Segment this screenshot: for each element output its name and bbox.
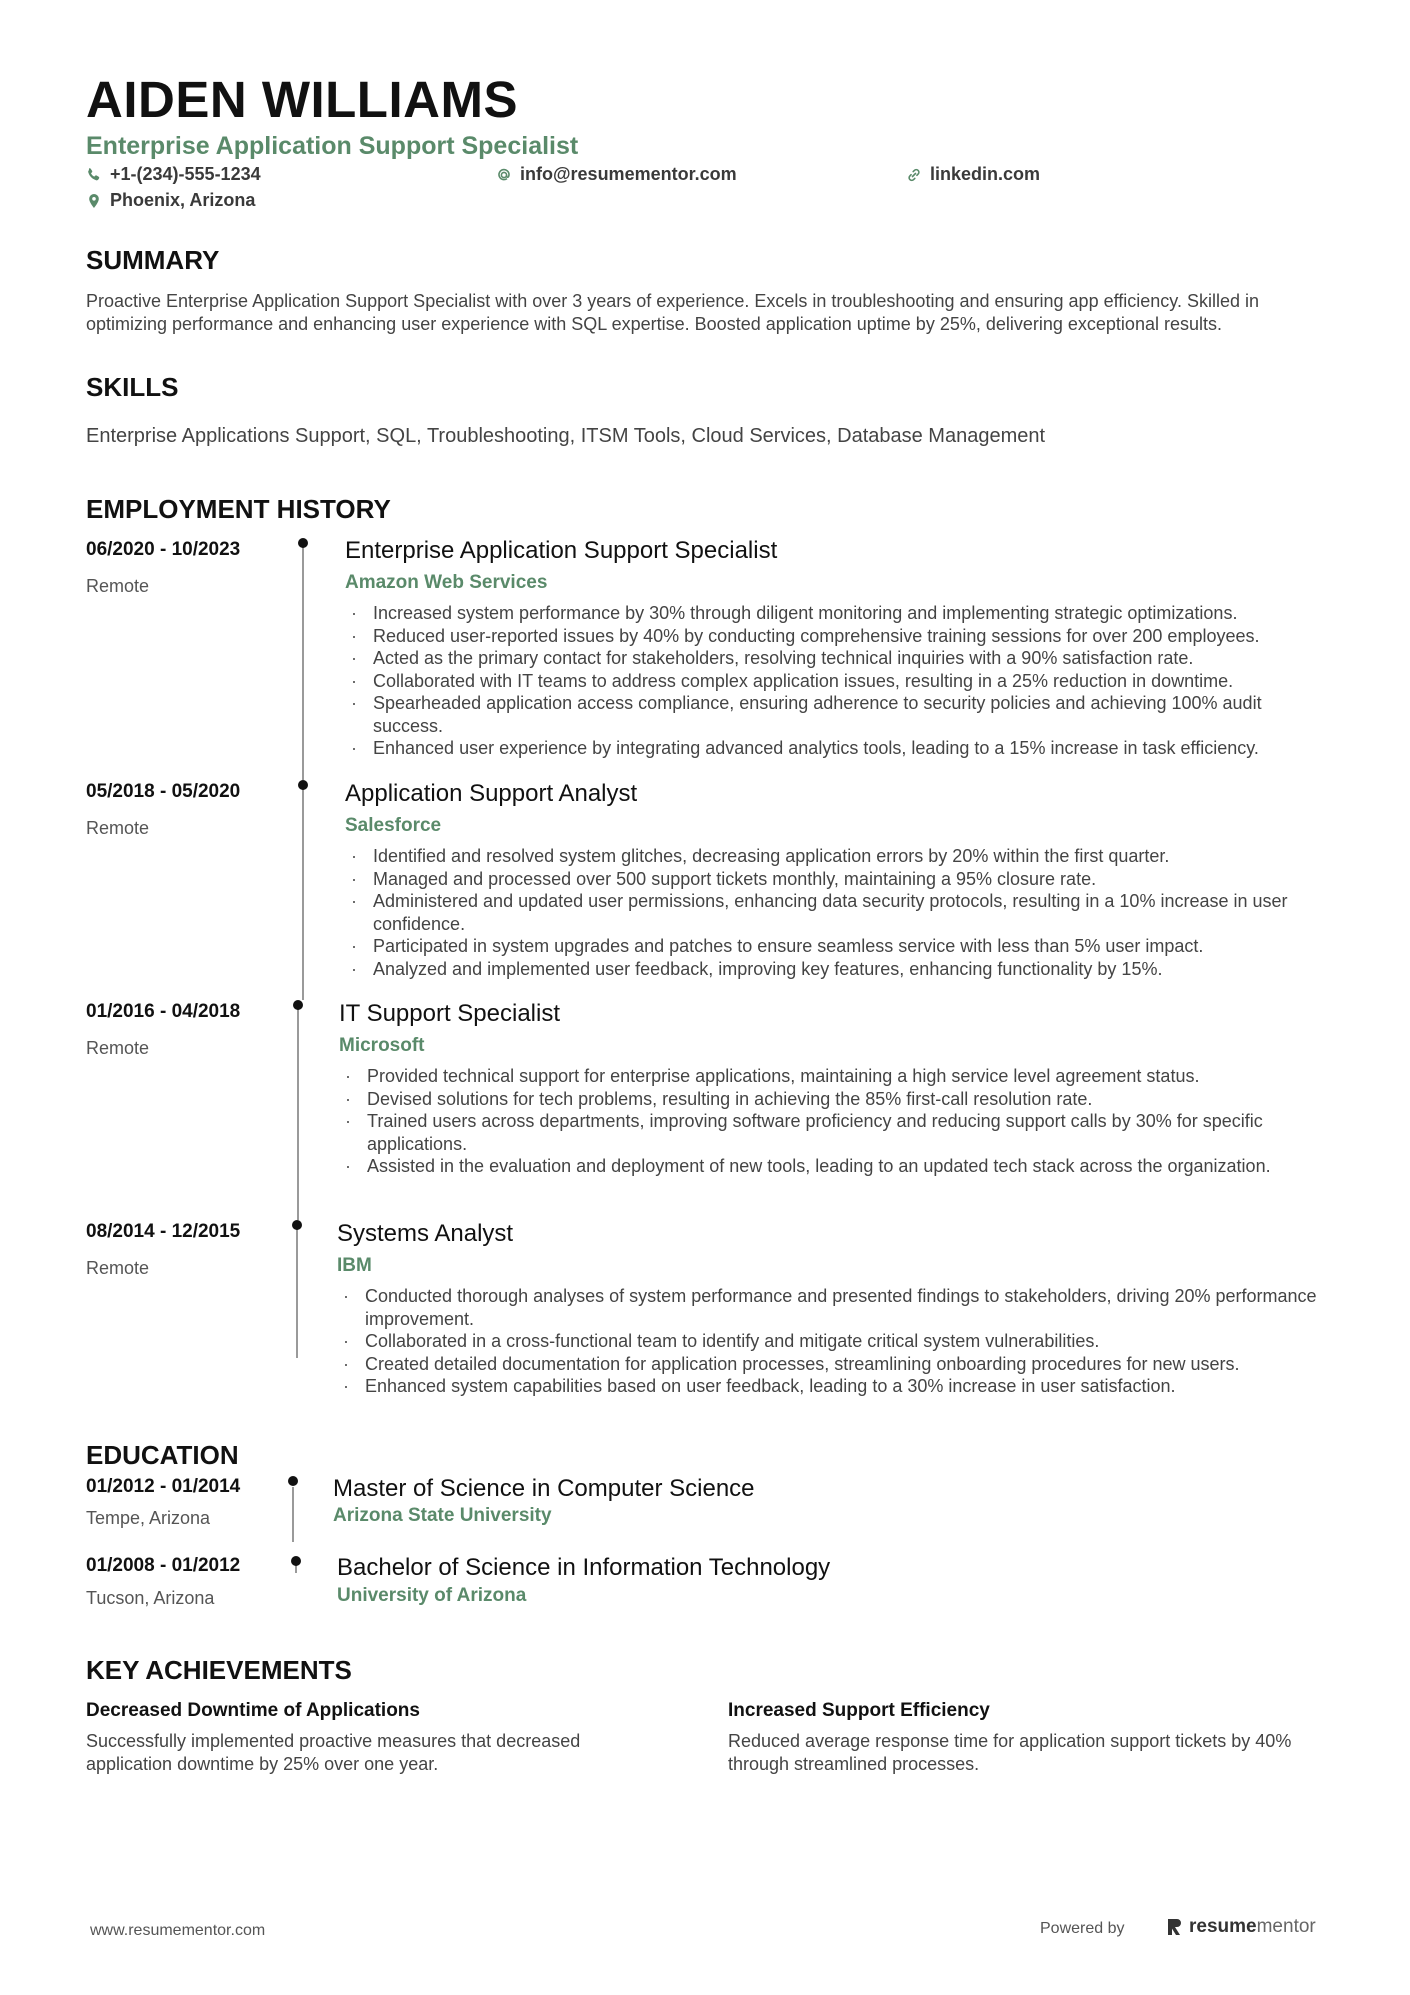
job-company: Amazon Web Services <box>345 572 548 593</box>
link-icon <box>906 167 922 183</box>
bullet-item: · Acted as the primary contact for stakeholders, resolving technical inquiries with a 90% satisfaction rate. <box>345 647 1335 670</box>
bullet-item: · Created detailed documentation for application processes, streamlining onboarding procedures for new users. <box>337 1353 1327 1376</box>
bullet-item: · Spearheaded application access compliance, ensuring adherence to security policies and achieving 100% audit success. <box>345 692 1335 737</box>
degree-title: Bachelor of Science in Information Technology <box>337 1554 831 1581</box>
linkedin-text: linkedin.com <box>930 164 1041 184</box>
bullet-item: · Enhanced user experience by integrating advanced analytics tools, leading to a 15% increase in task efficiency. <box>345 737 1335 760</box>
bullet-item: · Identified and resolved system glitches, decreasing application errors by 20% within the first quarter. <box>345 845 1335 868</box>
contact-email[interactable] <box>496 164 737 185</box>
summary-text: Proactive Enterprise Application Support Specialist with over 3 years of experience. Excels in troubleshooting and ensuring app efficiency. Skilled in optimizing performance and enhancing user experience with SQL expertise. Boosted application uptime by 25%, delivering exceptional results. <box>86 291 1259 334</box>
location-text: Phoenix, Arizona <box>110 190 256 210</box>
timeline-dot <box>288 1476 298 1486</box>
education-location: Tucson, Arizona <box>86 1588 215 1608</box>
bullet-item: · Collaborated in a cross-functional team to identify and mitigate critical system vulnerabilities. <box>337 1330 1327 1353</box>
job-location: Remote <box>86 1038 150 1058</box>
at-sign-icon <box>496 167 512 183</box>
education-dates: 01/2012 - 01/2014 <box>86 1476 241 1497</box>
job-dates: 08/2014 - 12/2015 <box>86 1221 241 1242</box>
summary-heading: SUMMARY <box>86 245 220 275</box>
bullet-item: · Analyzed and implemented user feedback, improving key features, enhancing functionality by 15%. <box>345 958 1335 981</box>
bullet-item: · Trained users across departments, improving software proficiency and reducing support calls by 30% for specific applications. <box>339 1110 1299 1155</box>
timeline-line <box>302 786 304 1000</box>
job-title: IT Support Specialist <box>339 1000 561 1027</box>
timeline-dot <box>298 780 308 790</box>
skills-heading: SKILLS <box>86 372 179 402</box>
powered-by-label: Powered by <box>1040 1920 1125 1937</box>
bullet-item: · Devised solutions for tech problems, resulting in achieving the 85% first-call resolution rate. <box>339 1088 1299 1111</box>
bullet-item: · Provided technical support for enterprise applications, maintaining a high service level agreement status. <box>339 1065 1299 1088</box>
job-location: Remote <box>86 576 150 596</box>
achievement-text: Successfully implemented proactive measures that decreased application downtime by 25% over one year. <box>86 1731 581 1774</box>
resumementor-logo-icon <box>1165 1917 1183 1937</box>
achievements-heading: KEY ACHIEVEMENTS <box>86 1655 352 1685</box>
timeline-dot <box>291 1556 301 1566</box>
contact-phone[interactable] <box>86 164 261 185</box>
school-name: Arizona State University <box>333 1505 552 1526</box>
timeline-line <box>297 1006 299 1220</box>
job-dates: 06/2020 - 10/2023 <box>86 539 241 560</box>
contact-location <box>86 190 255 211</box>
job-title: Systems Analyst <box>337 1220 514 1247</box>
brand-light: mentor <box>1256 1916 1316 1937</box>
achievement-text: Reduced average response time for application support tickets by 40% through streamlined processes. <box>728 1731 1292 1774</box>
job-bullets <box>339 1065 1299 1178</box>
phone-text: +1-(234)-555-1234 <box>110 164 261 184</box>
timeline-line <box>292 1487 294 1542</box>
bullet-item: · Enhanced system capabilities based on user feedback, leading to a 30% increase in user satisfaction. <box>337 1375 1327 1398</box>
candidate-title: Enterprise Application Support Specialist <box>86 132 579 160</box>
email-text: info@resumementor.com <box>520 164 737 184</box>
degree-title: Master of Science in Computer Science <box>333 1475 755 1502</box>
bullet-item: · Reduced user-reported issues by 40% by conducting comprehensive training sessions for over 200 employees. <box>345 625 1335 648</box>
bullet-item: · Managed and processed over 500 support tickets monthly, maintaining a 95% closure rate. <box>345 868 1335 891</box>
job-company: IBM <box>337 1255 372 1276</box>
job-bullets <box>345 602 1335 760</box>
timeline-dot <box>292 1220 302 1230</box>
bullet-item: · Participated in system upgrades and patches to ensure seamless service with less than 5% user impact. <box>345 935 1335 958</box>
job-location: Remote <box>86 1258 150 1278</box>
achievement-title: Decreased Downtime of Applications <box>86 1700 420 1721</box>
bullet-item: · Increased system performance by 30% through diligent monitoring and implementing strategic optimizations. <box>345 602 1335 625</box>
achievement-title: Increased Support Efficiency <box>728 1700 990 1721</box>
skills-text: Enterprise Applications Support, SQL, Troubleshooting, ITSM Tools, Cloud Services, Database Management <box>86 425 1046 447</box>
education-location: Tempe, Arizona <box>86 1508 211 1528</box>
timeline-line <box>295 1565 297 1573</box>
location-pin-icon <box>86 193 102 209</box>
job-bullets <box>337 1285 1327 1398</box>
bullet-item: · Assisted in the evaluation and deployment of new tools, leading to an updated tech stack across the organization. <box>339 1155 1299 1178</box>
education-dates: 01/2008 - 01/2012 <box>86 1555 241 1576</box>
bullet-item: · Administered and updated user permissions, enhancing data security protocols, resulting in a 10% increase in user confidence. <box>345 890 1335 935</box>
contact-linkedin[interactable] <box>906 164 1040 185</box>
employment-heading: EMPLOYMENT HISTORY <box>86 494 391 524</box>
brand-bold: resume <box>1189 1916 1257 1937</box>
job-company: Salesforce <box>345 815 442 836</box>
job-location: Remote <box>86 818 150 838</box>
footer-url[interactable]: www.resumementor.com <box>90 1922 266 1939</box>
job-company: Microsoft <box>339 1035 425 1056</box>
bullet-item: · Conducted thorough analyses of system performance and presented findings to stakeholders, driving 20% performance improvement. <box>337 1285 1327 1330</box>
phone-icon <box>86 167 102 183</box>
education-heading: EDUCATION <box>86 1440 239 1470</box>
timeline-dot <box>293 1000 303 1010</box>
job-title: Application Support Analyst <box>345 780 638 807</box>
job-dates: 01/2016 - 04/2018 <box>86 1001 241 1022</box>
job-dates: 05/2018 - 05/2020 <box>86 781 241 802</box>
job-bullets <box>345 845 1335 980</box>
timeline-line <box>302 545 304 780</box>
bullet-item: · Collaborated with IT teams to address complex application issues, resulting in a 25% reduction in downtime. <box>345 670 1335 693</box>
candidate-name: AIDEN WILLIAMS <box>86 71 518 128</box>
school-name: University of Arizona <box>337 1585 527 1606</box>
job-title: Enterprise Application Support Specialist <box>345 537 778 564</box>
timeline-line <box>296 1226 298 1358</box>
timeline-dot <box>298 538 308 548</box>
brand-logo[interactable] <box>1165 1916 1316 1938</box>
